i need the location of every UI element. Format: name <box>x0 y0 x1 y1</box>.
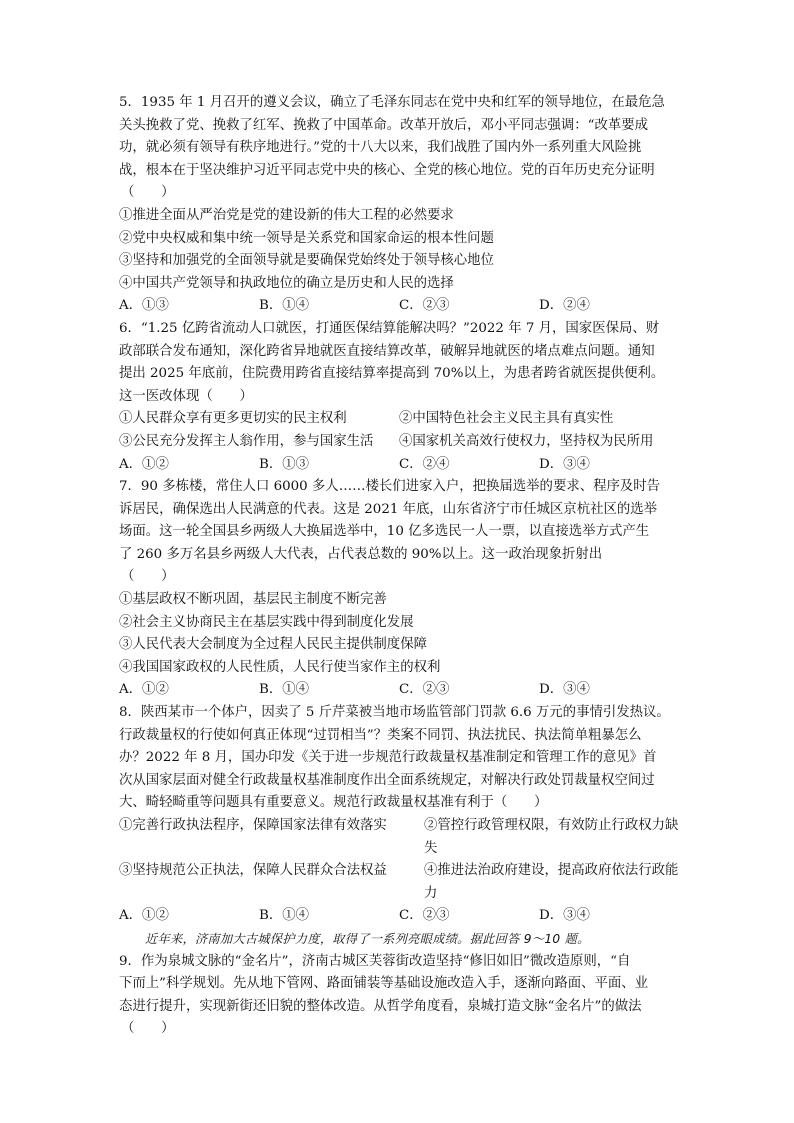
question-6 <box>119 318 679 476</box>
statement-option: ②党中央权威和集中统一领导是关系党和国家命运的根本性问题 <box>119 230 494 246</box>
statement-option-row <box>119 815 679 860</box>
statement-option: ②管控行政管理权限，有效防止行政权力缺失 <box>424 818 679 856</box>
statement-option: ④推进法治政府建设，提高政府依法行政能力 <box>424 863 679 901</box>
answer-choices <box>119 454 679 477</box>
choice-d: D．②④ <box>539 298 590 314</box>
statement-option: ①基层政权不断巩固，基层民主制度不断完善 <box>119 592 387 608</box>
question-5 <box>119 92 679 318</box>
question-9-stem <box>119 951 679 1041</box>
statement-option: ③坚持规范公正执法，保障人民群众合法权益 <box>119 863 387 879</box>
stem-line: 下而上”科学规划。先从地下管网、路面铺装等基础设施改造入手，逐渐向路面、平面、业 <box>119 976 649 992</box>
choice-c: C．②③ <box>399 908 450 924</box>
question-8 <box>119 702 679 928</box>
choice-b: B．①④ <box>259 908 310 924</box>
stem-line: 了 260 多万名县乡两级人大代表，占代表总数的 90%以上。这一政治现象折射出 <box>119 546 603 562</box>
stem-line: 诉居民，确保选出人民满意的代表。这是 2021 年底，山东省济宁市任城区京杭社区的选举 <box>119 501 658 517</box>
stem-line: 9．作为泉城文脉的“金名片”，济南古城区芙蓉街改造坚持“修旧如旧”微改造原则，“自 <box>119 953 631 969</box>
statement-option: ④中国共产党领导和执政地位的确立是历史和人民的选择 <box>119 275 454 291</box>
choice-c: C．②④ <box>399 456 450 472</box>
stem-line: 态进行提升，实现新街还旧貌的整体改造。从哲学角度看，泉城打造文脉“金名片”的做法 <box>119 998 642 1014</box>
answer-blank: （ ） <box>121 185 175 201</box>
stem-line: 这一医改体现（ ） <box>119 388 253 404</box>
choice-b: B．①④ <box>259 298 310 314</box>
question-7-stem <box>119 476 679 589</box>
choice-a: A．①③ <box>119 298 169 314</box>
answer-blank: （ ） <box>121 569 175 585</box>
stem-line: 提出 2025 年底前，住院费用跨省直接结算率提高到 70%以上，为患者跨省就医提供便利。 <box>119 366 665 382</box>
statement-option: ③人民代表大会制度为全过程人民民主提供制度保障 <box>119 637 427 653</box>
stem-line: 办？2022 年 8 月，国办印发《关于进一步规范行政裁量权基准制定和管理工作的意见》首 <box>119 750 657 766</box>
stem-line: 次从国家层面对健全行政裁量权基准制度作出全面系统规定，对解决行政处罚裁量权空间过 <box>119 772 655 788</box>
section-intro: 近年来，济南加大古城保护力度，取得了一系列亮眼成绩。据此回答 9～10 题。 <box>145 931 590 946</box>
choice-c: C．②③ <box>399 682 450 698</box>
statement-option-row <box>119 860 679 905</box>
answer-choices <box>119 679 679 702</box>
answer-blank: （ ） <box>121 1021 175 1037</box>
stem-line: 行政裁量权的行使如何真正体现“过罚相当”？类案不同罚、执法扰民、执法简单粗暴怎么 <box>119 727 642 743</box>
answer-choices <box>119 905 679 928</box>
question-7 <box>119 476 679 702</box>
stem-line: 政部联合发布通知，深化跨省异地就医直接结算改革，破解异地就医的堵点难点问题。通知 <box>119 343 655 359</box>
choice-b: B．①③ <box>259 456 310 472</box>
choice-d: D．③④ <box>539 456 590 472</box>
stem-line: 大、畸轻畸重等问题具有重要意义。规范行政裁量权基准有利于（ ） <box>119 795 548 811</box>
stem-line: 7．90 多栋楼，常住人口 6000 多人……楼长们进家入户，把换届选举的要求、程序及时告 <box>119 479 661 495</box>
answer-choices <box>119 295 679 318</box>
stem-line: 8．陕西某市一个体户，因卖了 5 斤芹菜被当地市场监管部门罚款 6.6 万元的事情引发热议。 <box>119 705 670 721</box>
statement-option: ②中国特色社会主义民主具有真实性 <box>399 411 614 427</box>
choice-a: A．①② <box>119 908 169 924</box>
statement-option: ③坚持和加强党的全面领导就是要确保党始终处于领导核心地位 <box>119 253 494 269</box>
stem-line: 战，根本在于坚决维护习近平同志党中央的核心、全党的核心地位。党的百年历史充分证明 <box>119 162 655 178</box>
stem-line: 场面。这一轮全国县乡两级人大换届选举中，10 亿多选民一人一票，以直接选举方式产生 <box>119 524 650 540</box>
question-9 <box>119 951 679 1041</box>
statement-option-row <box>119 431 679 454</box>
stem-line: 5．1935 年 1 月召开的遵义会议，确立了毛泽东同志在党中央和红军的领导地位，在最危急 <box>119 95 665 110</box>
question-8-stem <box>119 702 679 815</box>
statement-option: ②社会主义协商民主在基层实践中得到制度化发展 <box>119 614 414 630</box>
stem-line: 关头挽救了党、挽救了红军、挽救了中国革命。改革开放后，邓小平同志强调：“改革要成 <box>119 117 649 133</box>
choice-a: A．①② <box>119 682 169 698</box>
stem-line: 6．“1.25 亿跨省流动人口就医，打通医保结算能解决吗？”2022 年 7 月，国家医保局、财 <box>119 320 660 336</box>
choice-c: C．②③ <box>399 298 450 314</box>
question-5-stem <box>119 92 679 205</box>
statement-option: ①人民群众享有更多更切实的民主权利 <box>119 411 347 427</box>
choice-b: B．①④ <box>259 682 310 698</box>
choice-d: D．③④ <box>539 682 590 698</box>
stem-line: 功，就必须有领导有秩序地进行。”党的十八大以来，我们战胜了国内外一系列重大风险挑 <box>119 140 642 156</box>
choice-d: D．③④ <box>539 908 590 924</box>
exam-page <box>119 92 679 1041</box>
statement-option: ④我国国家政权的人民性质，人民行使当家作主的权利 <box>119 659 441 675</box>
statement-option-row <box>119 408 679 431</box>
statement-option: ①推进全面从严治党是党的建设新的伟大工程的必然要求 <box>119 207 454 223</box>
statement-option: ④国家机关高效行使权力，坚持权为民所用 <box>399 433 654 449</box>
choice-a: A．①② <box>119 456 169 472</box>
question-6-stem <box>119 318 679 408</box>
statement-option: ①完善行政执法程序，保障国家法律有效落实 <box>119 818 387 833</box>
statement-option: ③公民充分发挥主人翁作用，参与国家生活 <box>119 433 374 449</box>
